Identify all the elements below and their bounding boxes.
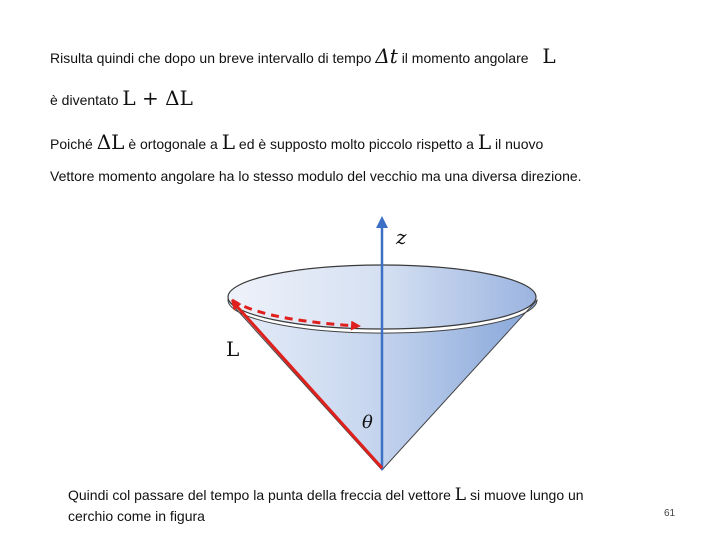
line3-text-a: Poiché [50,136,93,152]
page-number: 61 [664,508,676,519]
bottom-text-a: Quindi col passare del tempo la punta della freccia del vettore [68,487,451,503]
L-plus-delta-L-expression: L + ΔL [122,86,193,110]
line3-text-c: ed è supposto molto piccolo rispetto a [238,136,474,152]
delta-t-symbol: Δt [375,44,398,68]
line3-text-b: è ortogonale a [128,136,218,152]
L-label: L [226,337,240,361]
z-label: z [396,225,407,249]
L-symbol: L [477,130,492,154]
L-symbol: L [542,44,556,68]
line2-text-a: è diventato [50,92,119,108]
L-symbol: L [454,485,467,505]
L-symbol: L [221,130,236,154]
text-line-4: Vettore momento angolare ha lo stesso modulo del vecchio ma una diversa direzione. [50,168,582,184]
delta-L-symbol: ΔL [96,130,125,154]
bottom-text-c: cerchio come in figura [68,508,205,524]
line1-text-a: Risulta quindi che dopo un breve intervallo di tempo [50,50,372,66]
bottom-text-b: si muove lungo un [469,487,584,503]
bottom-text [68,485,688,527]
line1-text-b: il momento angolare [401,50,529,66]
line3-text-d: il nuovo [495,136,544,152]
theta-label: θ [362,412,373,433]
